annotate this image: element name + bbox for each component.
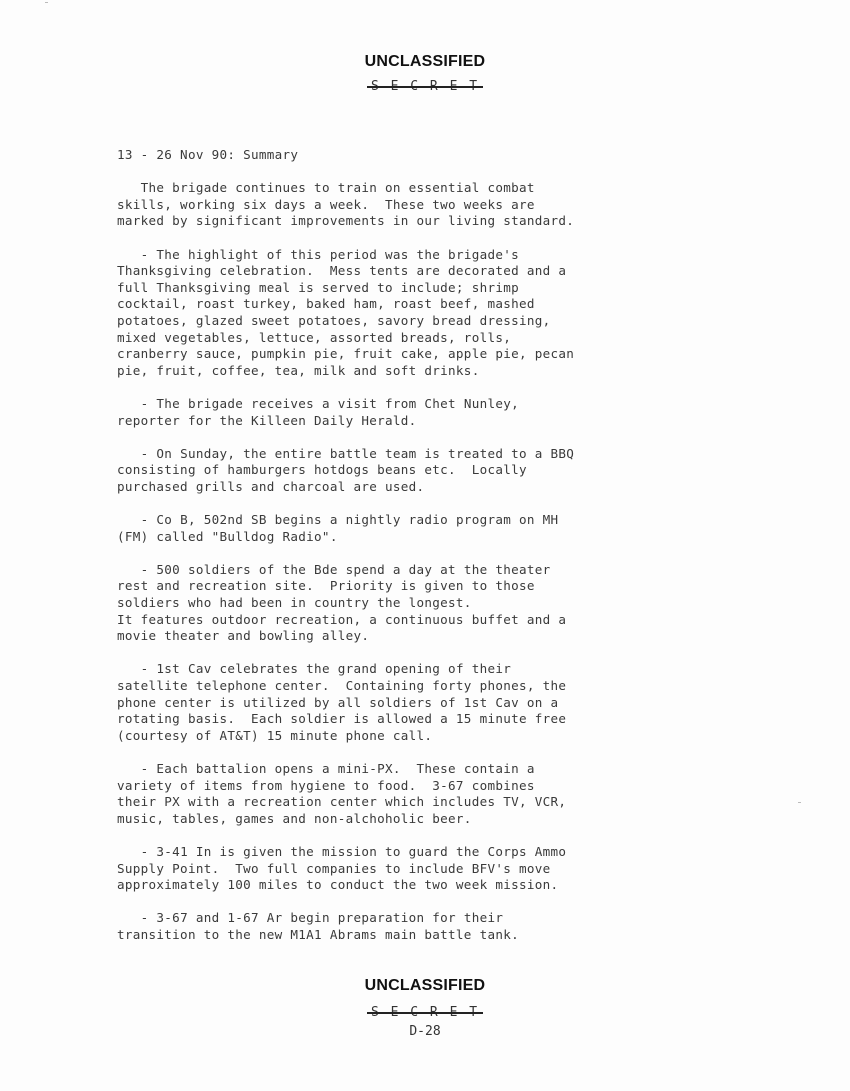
- header-classification: UNCLASSIFIED: [364, 53, 486, 70]
- paragraph-9: - 3-41 In is given the mission to guard the Corps Ammo Supply Point. Two full companies to include BFV's move approximately 100 miles to conduct the two week mission.: [117, 843, 567, 893]
- footer-struck-text: S E C R E T: [367, 1005, 483, 1020]
- paragraph-6: - 500 soldiers of the Bde spend a day at the theater rest and recreation site. Priority is given to those soldiers who had been in country the longest. It features outdoor recreation, a continuous buffet and a movie theater and bowling alley.: [117, 561, 567, 644]
- paragraph-1: The brigade continues to train on essential combat skills, working six days a week. These two weeks are marked by significant improvements in our living standard.: [117, 180, 575, 229]
- footer-classification: UNCLASSIFIED: [364, 977, 486, 994]
- paragraph-5: - Co B, 502nd SB begins a nightly radio program on MH (FM) called "Bulldog Radio".: [117, 512, 559, 544]
- document-heading: 13 - 26 Nov 90: Summary: [117, 147, 299, 162]
- paragraph-10: - 3-67 and 1-67 Ar begin preparation for their transition to the new M1A1 Abrams main battle tank.: [117, 910, 519, 942]
- header-struck-text: S E C R E T: [367, 79, 483, 94]
- paragraph-7: - 1st Cav celebrates the grand opening of their satellite telephone center. Containing forty phones, the phone center is utilized by all soldiers of 1st Cav on a rotating basis. Each soldier is allowed a 15 minute free (courtesy of AT&T) 15 minute phone call.: [117, 661, 567, 743]
- paragraph-8: - Each battalion opens a mini-PX. These contain a variety of items from hygiene to food. 3-67 combines their PX with a recreation center which includes TV, VCR, music, tables, games and non-alchoholic beer.: [117, 760, 567, 826]
- paragraph-3: - The brigade receives a visit from Chet Nunley, reporter for the Killeen Daily Herald.: [117, 395, 519, 428]
- document-body: [117, 147, 717, 960]
- scan-speck: [798, 802, 801, 803]
- scan-speck: [45, 2, 48, 3]
- footer-struck-marking: [0, 1005, 850, 1020]
- paragraph-4: - On Sunday, the entire battle team is treated to a BBQ consisting of hamburgers hotdogs beans etc. Locally purchased grills and charcoal are used.: [117, 445, 575, 494]
- paragraph-2: - The highlight of this period was the brigade's Thanksgiving celebration. Mess tents are decorated and a full Thanksgiving meal is served to include; shrimp cocktail, roast turkey, baked ham, roast beef, mashed potatoes, glazed sweet potatoes, savory bread dressing, mixed vegetables, lettuce, assorted breads, rolls, cranberry sauce, pumpkin pie, fruit cake, apple pie, pecan pie, fruit, coffee, tea, milk and soft drinks.: [117, 246, 575, 378]
- header-struck-marking: [0, 79, 850, 94]
- page-number: D-28: [409, 1024, 441, 1039]
